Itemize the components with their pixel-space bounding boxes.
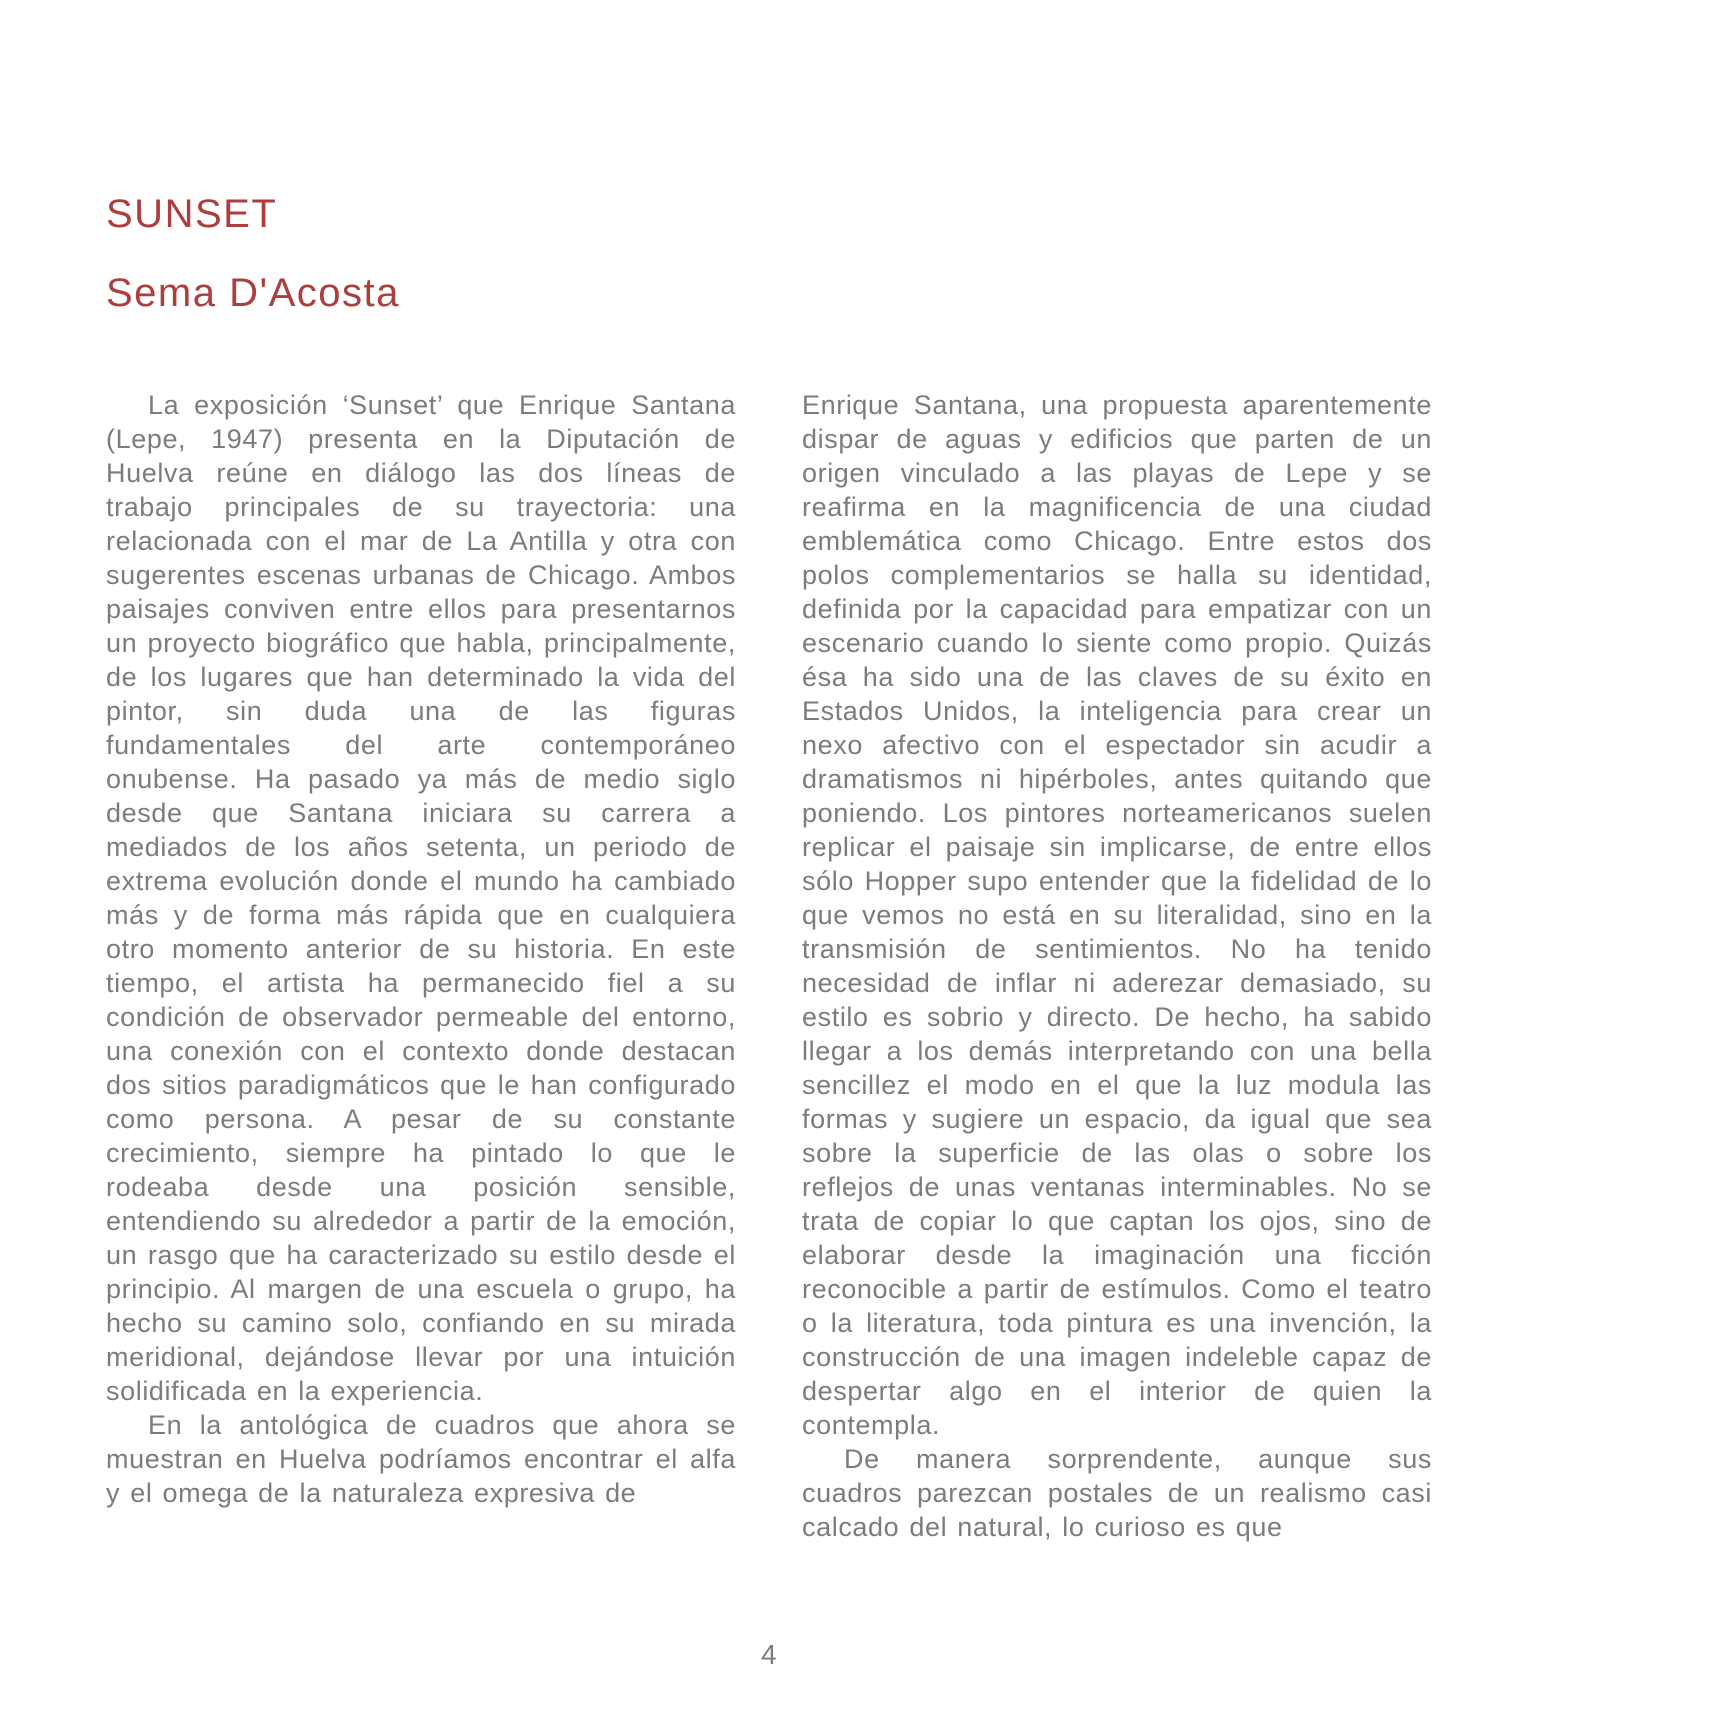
text-column-left <box>106 388 736 1544</box>
page-number: 4 <box>760 1639 778 1670</box>
page-header <box>106 192 400 316</box>
body-paragraph: De manera sorprendente, aunque sus cuadros parezcan postales de un realismo casi calcado del natural, lo curioso es que <box>802 1444 1432 1542</box>
body-paragraph: En la antológica de cuadros que ahora se muestran en Huelva podríamos encontrar el alfa y el omega de la naturaleza expresiva de <box>106 1410 736 1508</box>
page-footer <box>106 1639 1432 1671</box>
text-column-right <box>802 388 1432 1544</box>
body-paragraph: La exposición ‘Sunset’ que Enrique Santana (Lepe, 1947) presenta en la Diputación de Huelva reúne en diálogo las dos líneas de trabajo principales de su trayectoria: una relacionada con el mar de La Antilla y otra con sugerentes escenas urbanas de Chicago. Ambos paisajes conviven entre ellos para presentarnos un proyecto biográfico que habla, principalmente, de los lugares que han determinado la vida del pintor, sin duda una de las figuras fundamentales del arte contemporáneo onubense. Ha pasado ya más de medio siglo desde que Santana iniciara su carrera a mediados de los años setenta, un periodo de extrema evolución donde el mundo ha cambiado más y de forma más rápida que en cualquiera otro momento anterior de su historia. En este tiempo, el artista ha permanecido fiel a su condición de observador permeable del entorno, una conexión con el contexto donde destacan dos sitios paradigmáticos que le han configurado como persona. A pesar de su constante crecimiento, siempre ha pintado lo que le rodeaba desde una posición sensible, entendiendo su alrededor a partir de la emoción, un rasgo que ha caracterizado su estilo desde el principio. Al margen de una escuela o grupo, ha hecho su camino solo, confiando en su mirada meridional, dejándose llevar por una intuición solidificada en la experiencia. <box>106 390 736 1406</box>
body-content <box>106 388 1432 1544</box>
author-name: Sema D'Acosta <box>106 271 400 315</box>
body-paragraph: Enrique Santana, una propuesta aparentemente dispar de aguas y edificios que parten de un origen vinculado a las playas de Lepe y se reafirma en la magnificencia de una ciudad emblemática como Chicago. Entre estos dos polos complementarios se halla su identidad, definida por la capacidad para empatizar con un escenario cuando lo siente como propio. Quizás ésa ha sido una de las claves de su éxito en Estados Unidos, la inteligencia para crear un nexo afectivo con el espectador sin acudir a dramatismos ni hipérboles, antes quitando que poniendo. Los pintores norteamericanos suelen replicar el paisaje sin implicarse, de entre ellos sólo Hopper supo entender que la fidelidad de lo que vemos no está en su literalidad, sino en la transmisión de sentimientos. No ha tenido necesidad de inflar ni aderezar demasiado, su estilo es sobrio y directo. De hecho, ha sabido llegar a los demás interpretando con una bella sencillez el modo en el que la luz modula las formas y sugiere un espacio, da igual que sea sobre la superficie de las olas o sobre los reflejos de unas ventanas interminables. No se trata de copiar lo que captan los ojos, sino de elaborar desde la imaginación una ficción reconocible a partir de estímulos. Como el teatro o la literatura, toda pintura es una invención, la construcción de una imagen indeleble capaz de despertar algo en el interior de quien la contempla. <box>802 390 1432 1440</box>
page-title: SUNSET <box>106 192 278 236</box>
